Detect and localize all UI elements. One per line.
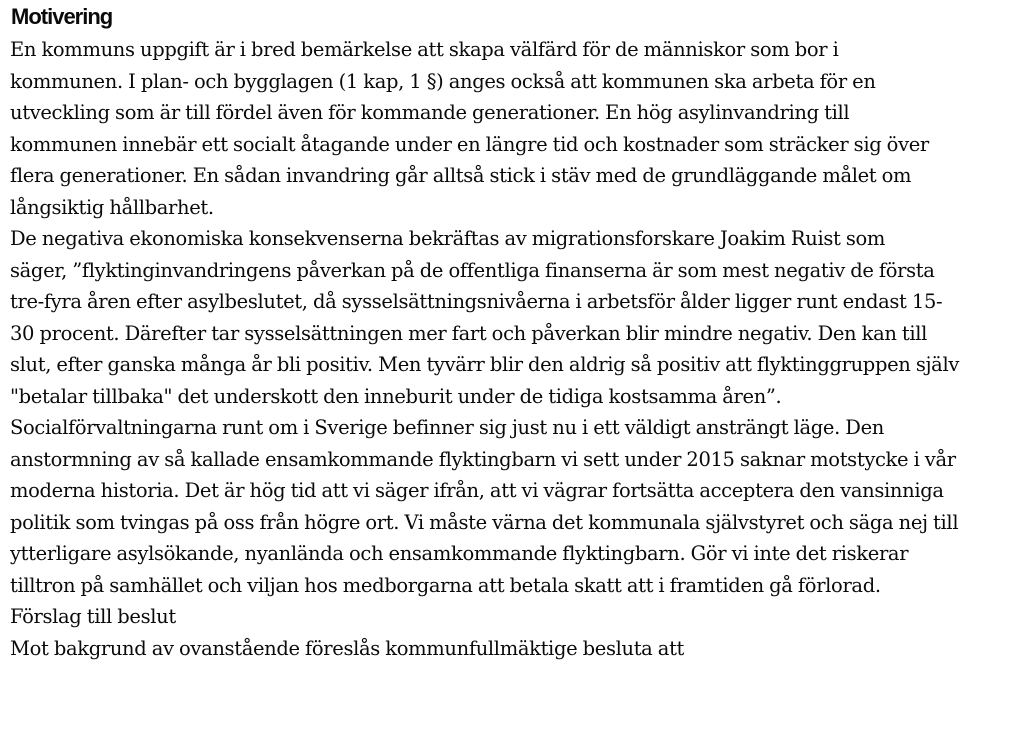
text-line: 30 procent. Därefter tar sysselsättningen mer fart och påverkan blir mindre negativ. Den kan till	[10, 321, 928, 345]
text-line: politik som tvingas på oss från högre ort. Vi måste värna det kommunala självstyret och säga nej till	[10, 510, 959, 534]
text-line: "betalar tillbaka" det underskott den inneburit under de tidiga kostsamma åren”.	[10, 384, 782, 408]
document-body	[10, 34, 1020, 664]
text-line: slut, efter ganska många år bli positiv. Men tyvärr blir den aldrig så positiv att flyktinggruppen själv	[10, 353, 960, 376]
text-line: flera generationer. En sådan invandring går alltså stick i stäv med de grundläggande målet om	[10, 164, 912, 187]
text-line: De negativa ekonomiska konsekvenserna bekräftas av migrationsforskare Joakim Ruist som	[10, 227, 886, 250]
text-line: tre-fyra åren efter asylbeslutet, då sysselsättningsnivåerna i arbetsför ålder ligger runt endast 15-	[10, 290, 943, 313]
text-line: moderna historia. Det är hög tid att vi säger ifrån, att vi vägrar fortsätta acceptera den vansinniga	[10, 479, 944, 502]
text-line: kommunen. I plan- och bygglagen (1 kap, 1 §) anges också att kommunen ska arbeta för en	[10, 69, 876, 93]
subheading-proposal: Förslag till beslut	[10, 605, 176, 628]
text-line: utveckling som är till fördel även för kommande generationer. En hög asylinvandring till	[10, 101, 850, 124]
section-heading: Motivering	[11, 4, 113, 29]
text-line: anstormning av så kallade ensamkommande flyktingbarn vi sett under 2015 saknar motstycke i vår	[10, 447, 956, 471]
text-line: säger, ”flyktinginvandringens påverkan på de offentliga finanserna är som mest negativ de första	[10, 258, 935, 282]
text-line: Mot bakgrund av ovanstående föreslås kommunfullmäktige besluta att	[10, 636, 685, 660]
text-line: långsiktig hållbarhet.	[10, 195, 214, 219]
text-line: ytterligare asylsökande, nyanlända och ensamkommande flyktingbarn. Gör vi inte det riskerar	[10, 542, 909, 565]
text-line: kommunen innebär ett socialt åtagande under en längre tid och kostnader som sträcker sig över	[10, 132, 929, 156]
text-line: Socialförvaltningarna runt om i Sverige befinner sig just nu i ett väldigt ansträngt läge. Den	[10, 416, 884, 439]
text-line: En kommuns uppgift är i bred bemärkelse att skapa välfärd för de människor som bor i	[10, 38, 839, 61]
text-line: tilltron på samhället och viljan hos medborgarna att betala skatt att i framtiden gå förlorad.	[10, 573, 881, 597]
